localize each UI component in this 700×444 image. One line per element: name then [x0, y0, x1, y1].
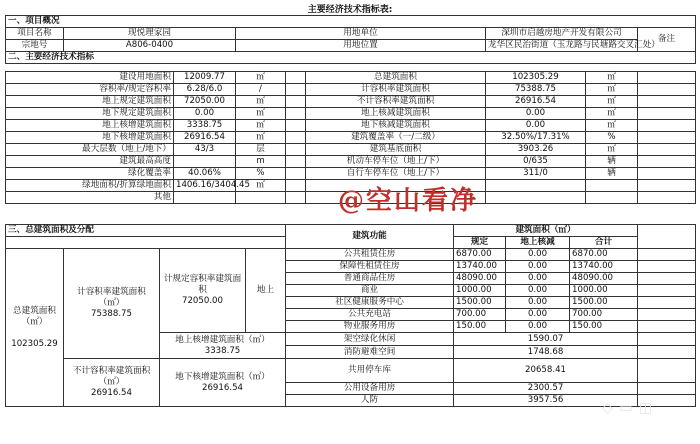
indicator-unit-2: ㎡ [586, 120, 638, 132]
indicator-unit-2: ㎡ [586, 96, 638, 108]
nfa-area-value: 26916.54 [90, 388, 132, 398]
blank-cell [638, 309, 696, 321]
under-function-value: 3957.56 [454, 395, 638, 407]
indicator-label: 地上核增建筑面积 [6, 120, 174, 132]
function-sum: 150.00 [570, 321, 638, 333]
project-name-value: 现悦理家园 [64, 28, 236, 40]
indicator-value-2: 0.00 [486, 120, 586, 132]
blank [638, 156, 696, 168]
indicator-value-2 [486, 192, 586, 204]
reg-area-label: 计规定容积率建筑面积 [163, 274, 242, 295]
indicator-unit-2: ㎡ [586, 108, 638, 120]
indicator-row [6, 84, 696, 96]
function-sum: 6870.00 [570, 249, 638, 261]
blank-cell [638, 297, 696, 309]
function-cut: 0.00 [506, 261, 570, 273]
section3-header: 三、总建筑面积及分配 [6, 225, 286, 237]
blank-cell [638, 333, 696, 346]
reg-area-cell [160, 249, 246, 333]
section2-header: 二、主要经济技术指标 [6, 52, 696, 64]
fa-area-value: 75388.75 [90, 309, 132, 319]
function-cut: 0.00 [506, 249, 570, 261]
spacer [286, 96, 306, 108]
indicator-value: 3338.75 [174, 120, 236, 132]
blank [638, 120, 696, 132]
indicator-unit: 层 [236, 144, 286, 156]
function-regulated: 6870.00 [454, 249, 506, 261]
indicator-label-2: 不计容积率建筑面积 [306, 96, 486, 108]
indicator-value: 72050.00 [174, 96, 236, 108]
function-name: 社区健康服务中心 [286, 297, 454, 309]
indicator-unit: ㎡ [236, 132, 286, 144]
blank [638, 108, 696, 120]
blank [638, 168, 696, 180]
under-function-row [6, 359, 696, 383]
spacer [286, 144, 306, 156]
indicator-label: 绿地面积/折算绿地面积 [6, 180, 174, 192]
function-name: 商业 [286, 285, 454, 297]
indicator-value-2: 0/635 [486, 156, 586, 168]
col-area: 建筑面积（㎡） [454, 225, 638, 237]
spacer [286, 72, 306, 84]
fa-area-label: 计容积率建筑面积（㎡） [77, 287, 146, 308]
indicator-label: 地上规定建筑面积 [6, 96, 174, 108]
total-area-cell [6, 249, 64, 407]
indicator-unit-2: ㎡ [586, 144, 638, 156]
blank-cell [638, 346, 696, 359]
indicator-unit-2: % [586, 132, 638, 144]
indicator-label: 容积率/规定容积率 [6, 84, 174, 96]
indicator-label: 建筑最高高度 [6, 156, 174, 168]
indicator-row [6, 72, 696, 84]
add-area-cell [160, 333, 286, 359]
under-area-value: 26916.54 [202, 382, 244, 393]
spacer [286, 156, 306, 168]
land-location-value: 龙华区民治街道（玉龙路与民塘路交叉汇处） [486, 40, 638, 52]
function-name: 公共充电站 [286, 309, 454, 321]
under-function-value: 20658.41 [454, 359, 638, 383]
indicator-value: 1406.16/3404.45 [174, 180, 236, 192]
function-row [6, 249, 696, 261]
function-cut: 0.00 [506, 309, 570, 321]
watermark-text: @空山看净 [338, 186, 479, 216]
add-function-name: 架空绿化休闲 [286, 333, 454, 346]
function-regulated: 1500.00 [454, 297, 506, 309]
nfa-area-label: 不计容积率建筑面积（㎡） [72, 366, 151, 387]
indicator-unit: ㎡ [236, 72, 286, 84]
function-sum: 48090.00 [570, 273, 638, 285]
function-cut: 0.00 [506, 321, 570, 333]
indicator-row [6, 132, 696, 144]
indicator-value: 26916.54 [174, 132, 236, 144]
land-location-label: 用地位置 [236, 40, 486, 52]
indicator-unit: ㎡ [236, 96, 286, 108]
indicator-value-2: 26916.54 [486, 96, 586, 108]
add-area-value: 3338.75 [204, 345, 241, 356]
nfa-area-cell [64, 359, 160, 407]
indicator-unit-2: 辆 [586, 168, 638, 180]
indicator-label: 绿化覆盖率 [6, 168, 174, 180]
under-function-value: 2300.57 [454, 383, 638, 395]
indicator-value-2 [486, 180, 586, 192]
indicator-value-2: 3903.26 [486, 144, 586, 156]
col-function: 建筑功能 [286, 225, 454, 249]
function-regulated: 13740.00 [454, 261, 506, 273]
blank-cell [638, 359, 696, 383]
fa-area-cell [64, 249, 160, 359]
function-cut: 0.00 [506, 285, 570, 297]
under-function-name: 人防 [286, 395, 454, 407]
indicator-value: 40.06% [174, 168, 236, 180]
spacer [286, 168, 306, 180]
function-regulated: 700.00 [454, 309, 506, 321]
indicator-unit: m [236, 156, 286, 168]
section1-header: 一、项目概况 [6, 16, 696, 28]
function-cut: 0.00 [506, 297, 570, 309]
indicator-value: 0.00 [174, 108, 236, 120]
function-name: 物业服务用房 [286, 321, 454, 333]
spacer [286, 192, 306, 204]
function-regulated: 150.00 [454, 321, 506, 333]
corner-watermark: ◇ ▭ ◫ [602, 400, 654, 416]
add-function-value: 1590.07 [454, 333, 638, 346]
indicator-label: 最大层数（地上/地下） [6, 144, 174, 156]
total-area-label: 总建筑面积（㎡） [13, 305, 56, 327]
indicator-value: 12009.77 [174, 72, 236, 84]
spacer [286, 180, 306, 192]
indicator-row [6, 120, 696, 132]
indicator-value-2: 102305.29 [486, 72, 586, 84]
indicator-unit-2 [586, 192, 638, 204]
indicator-row [6, 144, 696, 156]
under-area-cell [160, 359, 286, 407]
blank-cell [6, 237, 286, 249]
note-label: 备注 [638, 28, 696, 52]
indicator-label-2: 建筑基底面积 [306, 144, 486, 156]
project-name-label: 项目名称 [6, 28, 64, 40]
indicator-value-2: 311/0 [486, 168, 586, 180]
indicator-value-2: 0.00 [486, 108, 586, 120]
function-sum: 1000.00 [570, 285, 638, 297]
indicator-unit-2: ㎡ [586, 84, 638, 96]
blank [638, 180, 696, 192]
under-function-name: 共用停车库 [286, 359, 454, 383]
indicator-label-2: 地下核减建筑面积 [306, 120, 486, 132]
indicator-value [174, 156, 236, 168]
function-regulated: 1000.00 [454, 285, 506, 297]
indicator-value: 6.28/6.0 [174, 84, 236, 96]
function-sum: 700.00 [570, 309, 638, 321]
function-name: 保障性租赁住房 [286, 261, 454, 273]
blank-cell [638, 249, 696, 261]
indicator-row [6, 168, 696, 180]
function-regulated: 48090.00 [454, 273, 506, 285]
ground-label: 地上 [246, 249, 286, 333]
spacer [286, 120, 306, 132]
blank [638, 144, 696, 156]
blank-cell [638, 383, 696, 395]
blank-cell [638, 273, 696, 285]
spacer [286, 84, 306, 96]
col-sum: 合计 [570, 237, 638, 249]
indicator-unit: ㎡ [236, 180, 286, 192]
reg-area-value: 72050.00 [181, 296, 223, 306]
col-regulated: 规定 [454, 237, 506, 249]
indicator-label: 地下核增建筑面积 [6, 132, 174, 144]
under-function-name: 公用设备用房 [286, 383, 454, 395]
spacer [286, 108, 306, 120]
indicator-label-2: 总建筑面积 [306, 72, 486, 84]
indicator-unit: % [236, 168, 286, 180]
land-unit-value: 深圳市启越房地产开发有限公司 [486, 28, 638, 40]
blank-cell [638, 285, 696, 297]
indicator-unit [236, 192, 286, 204]
blank [638, 192, 696, 204]
parcel-value: A806-0400 [64, 40, 236, 52]
total-area-value: 102305.29 [11, 338, 58, 349]
indicator-label-2: 建筑覆盖率（一/二级） [306, 132, 486, 144]
spacer [286, 132, 306, 144]
add-area-label: 地上核增建筑面积（㎡） [175, 334, 270, 345]
indicator-unit-2: ㎡ [586, 72, 638, 84]
indicator-unit-2 [586, 180, 638, 192]
function-sum: 1500.00 [570, 297, 638, 309]
under-area-label: 地下核增建筑面积（㎡） [175, 371, 270, 382]
allocation-table [5, 224, 696, 407]
function-cut: 0.00 [506, 273, 570, 285]
blank-cell [638, 261, 696, 273]
overview-table [5, 15, 696, 64]
sheet-title: 主要经济技术指标表: [307, 5, 393, 15]
blank [638, 84, 696, 96]
function-name: 公共租赁住房 [286, 249, 454, 261]
indicator-unit-2: 辆 [586, 156, 638, 168]
indicator-label-2: 自行车停车位（地上/下） [306, 168, 486, 180]
function-sum: 13740.00 [570, 261, 638, 273]
indicator-value: 43/3 [174, 144, 236, 156]
indicator-row [6, 156, 696, 168]
indicator-label: 地下规定建筑面积 [6, 108, 174, 120]
indicator-label-2: 计容积率建筑面积 [306, 84, 486, 96]
indicator-unit: ㎡ [236, 120, 286, 132]
indicator-unit: / [236, 84, 286, 96]
add-function-value: 1748.68 [454, 346, 638, 359]
indicator-row [6, 108, 696, 120]
col-cut: 地上核减 [506, 237, 570, 249]
blank-cell [638, 321, 696, 333]
blank [638, 132, 696, 144]
indicator-value [174, 192, 236, 204]
blank [638, 72, 696, 84]
indicator-unit: ㎡ [236, 108, 286, 120]
add-function-name: 消防避难空间 [286, 346, 454, 359]
blank [638, 96, 696, 108]
indicator-label: 其他 [6, 192, 174, 204]
land-unit-label: 用地单位 [236, 28, 486, 40]
blank-cell [638, 225, 696, 249]
indicator-value-2: 32.50%/17.31% [486, 132, 586, 144]
indicator-value-2: 75388.75 [486, 84, 586, 96]
indicator-label-2: 机动车停车位（地上/下） [306, 156, 486, 168]
parcel-label: 宗地号 [6, 40, 64, 52]
indicator-label-2: 地上核减建筑面积 [306, 108, 486, 120]
indicator-label: 建设用地面积 [6, 72, 174, 84]
indicator-row [6, 96, 696, 108]
function-name: 普通商品住房 [286, 273, 454, 285]
